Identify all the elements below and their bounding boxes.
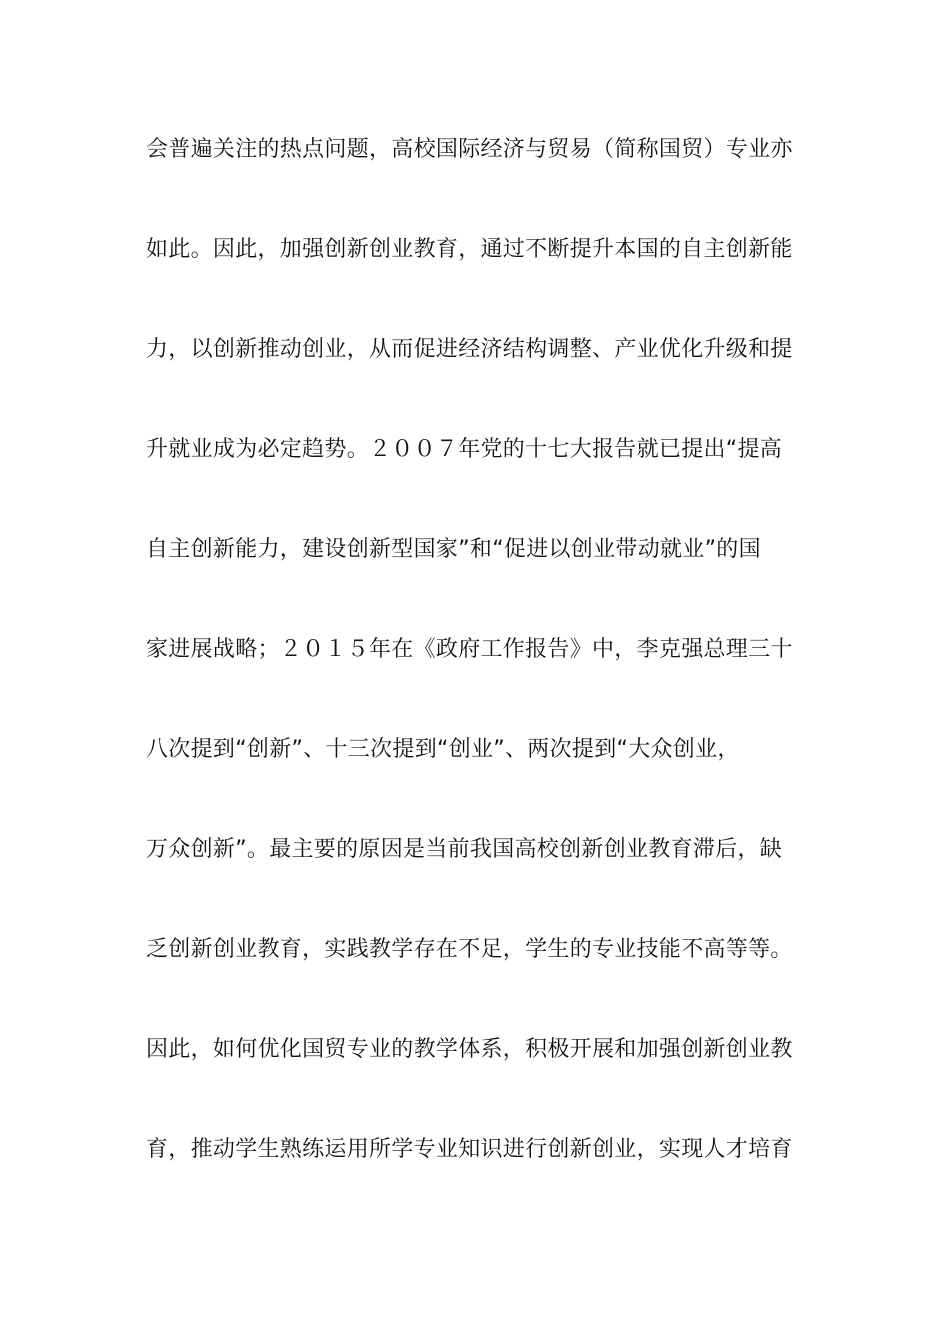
paragraph-line-3: 力，以创新推动创业，从而促进经济结构调整、产业优化升级和提: [146, 337, 793, 362]
paragraph-line-6: 家进展战略；２０１５年在《政府工作报告》中，李克强总理三十: [146, 637, 793, 662]
paragraph-line-11: 育，推动学生熟练运用所学专业知识进行创新创业，实现人才培育: [146, 1137, 793, 1162]
paragraph-line-5: 自主创新能力，建设创新型国家”和“促进以创业带动就业”的国: [146, 537, 761, 562]
paragraph-line-4: 升就业成为必定趋势。２００７年党的十七大报告就已提出“提高: [146, 437, 783, 462]
paragraph-line-10: 因此，如何优化国贸专业的教学体系，积极开展和加强创新创业教: [146, 1037, 793, 1062]
paragraph-line-2: 如此。因此，加强创新创业教育，通过不断提升本国的自主创新能: [146, 237, 793, 262]
paragraph-line-9: 乏创新创业教育，实践教学存在不足，学生的专业技能不高等等。: [146, 937, 793, 962]
paragraph-line-7: 八次提到“创新”、十三次提到“创业”、两次提到“大众创业，: [146, 737, 740, 762]
paragraph-line-1: 会普遍关注的热点问题，高校国际经济与贸易（简称国贸）专业亦: [146, 137, 793, 162]
paragraph-line-8: 万众创新”。最主要的原因是当前我国高校创新创业教育滞后，缺: [146, 837, 783, 862]
